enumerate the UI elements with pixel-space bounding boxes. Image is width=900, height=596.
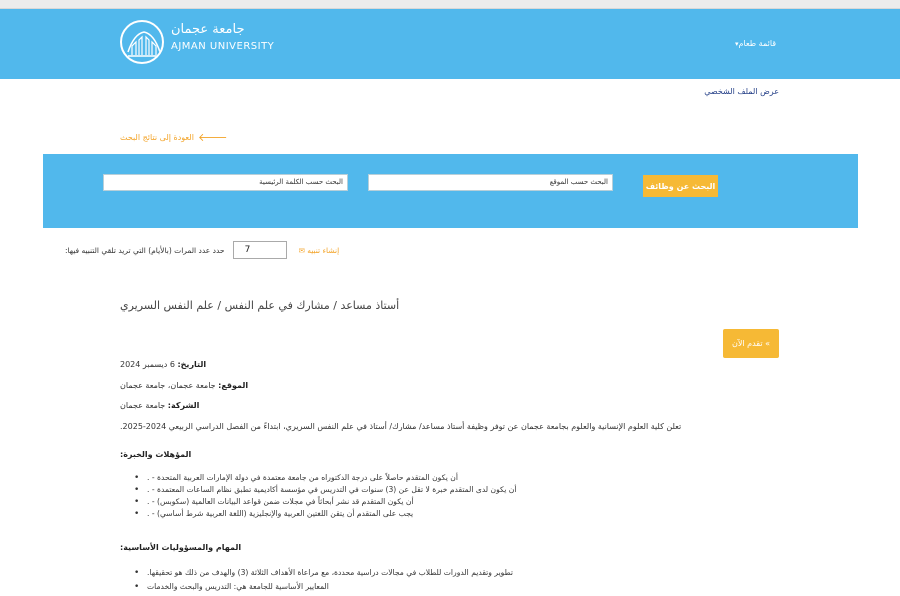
location-value: جامعة عجمان، جامعة عجمان	[120, 381, 216, 390]
list-item: • أن يكون لدى المتقدم خبرة لا تقل عن (3) سنوات في التدريس في مؤسسة أكاديمية تطبق نظام الساعات المعتمدة - .	[134, 484, 516, 496]
location-label: الموقع:	[218, 381, 249, 390]
mail-icon: ✉	[298, 245, 308, 255]
qualifications-heading: المؤهلات والخبرة:	[120, 450, 192, 459]
duties-list	[134, 566, 513, 594]
job-date	[120, 360, 206, 369]
list-item: • أن يكون المتقدم قد نشر أبحاثاً في مجلات ضمن قواعد البيانات العالمية (سكوبس) - .	[134, 496, 516, 508]
company-value: جامعة عجمان	[120, 401, 166, 410]
logo-english-text: AJMAN UNIVERSITY	[171, 41, 275, 52]
site-header	[0, 9, 900, 79]
list-item: • يجب على المتقدم أن يتقن اللغتين العربية والإنجليزية (اللغة العربية شرط أساسي) - .	[134, 508, 516, 520]
arrow-icon: »	[762, 339, 771, 348]
keyword-search-input[interactable]: البحث حسب الكلمة الرئيسية	[103, 174, 348, 191]
job-location	[120, 381, 248, 390]
create-alert-label: إنشاء تنبيه	[307, 245, 340, 255]
caret-down-icon: ▾	[735, 40, 739, 48]
menu-dropdown[interactable]	[735, 39, 776, 48]
job-intro: تعلن كلية العلوم الإنسانية والعلوم بجامعة عجمان عن توفر وظيفة أستاذ مساعد/ مشارك/ أستاذ في علم النفس السريري، ابتداءً من الفصل الدراسي الربيعي 2024-2025.	[120, 422, 682, 431]
job-title: أستاذ مساعد / مشارك في علم النفس / علم النفس السريري	[120, 299, 400, 312]
menu-label: قائمة طعام	[738, 39, 777, 48]
list-item: • أن يكون المتقدم حاصلاً على درجة الدكتوراه من جامعة معتمدة في دولة الإمارات العربية المتحدة - .	[134, 472, 516, 484]
date-label: التاريخ:	[177, 360, 207, 369]
list-item: • المعايير الأساسية للجامعة هي: التدريس والبحث والخدمات	[134, 580, 513, 594]
logo-arabic-text: جامعة عجمان	[171, 22, 245, 37]
back-to-results-label: العودة إلى نتائج البحث	[120, 132, 194, 142]
apply-now-button[interactable]	[723, 329, 779, 358]
back-to-results-link[interactable]	[120, 130, 227, 144]
university-logo[interactable]	[120, 20, 275, 68]
search-bar	[43, 154, 858, 228]
arrow-left-icon: 🡐	[197, 131, 228, 144]
alert-frequency-input[interactable]: 7	[233, 241, 287, 259]
date-value: 6 ديسمبر 2024	[120, 360, 175, 369]
job-company	[120, 401, 199, 410]
browser-top-edge	[0, 0, 900, 9]
company-label: الشركة:	[167, 401, 200, 410]
list-item: • تطوير وتقديم الدورات للطلاب في مجالات دراسية محددة، مع مراعاة الأهداف الثلاثة (3) والهدف من ذلك هو تحقيقها.	[134, 566, 513, 580]
alert-frequency-label: حدد عدد المرات (بالأيام) التي تريد تلقي التنبيه فيها:	[65, 245, 225, 255]
qualifications-list	[134, 472, 516, 520]
view-profile-link[interactable]: عرض الملف الشخصي	[704, 87, 779, 96]
job-alert-row	[65, 241, 339, 259]
location-search-input[interactable]: البحث حسب الموقع	[368, 174, 613, 191]
duties-heading: المهام والمسؤوليات الأساسية:	[120, 543, 242, 552]
logo-emblem-icon	[120, 20, 164, 64]
create-alert-link[interactable]	[299, 246, 340, 255]
apply-now-label: تقدم الآن	[731, 339, 763, 348]
search-jobs-button[interactable]: البحث عن وظائف	[643, 175, 718, 197]
